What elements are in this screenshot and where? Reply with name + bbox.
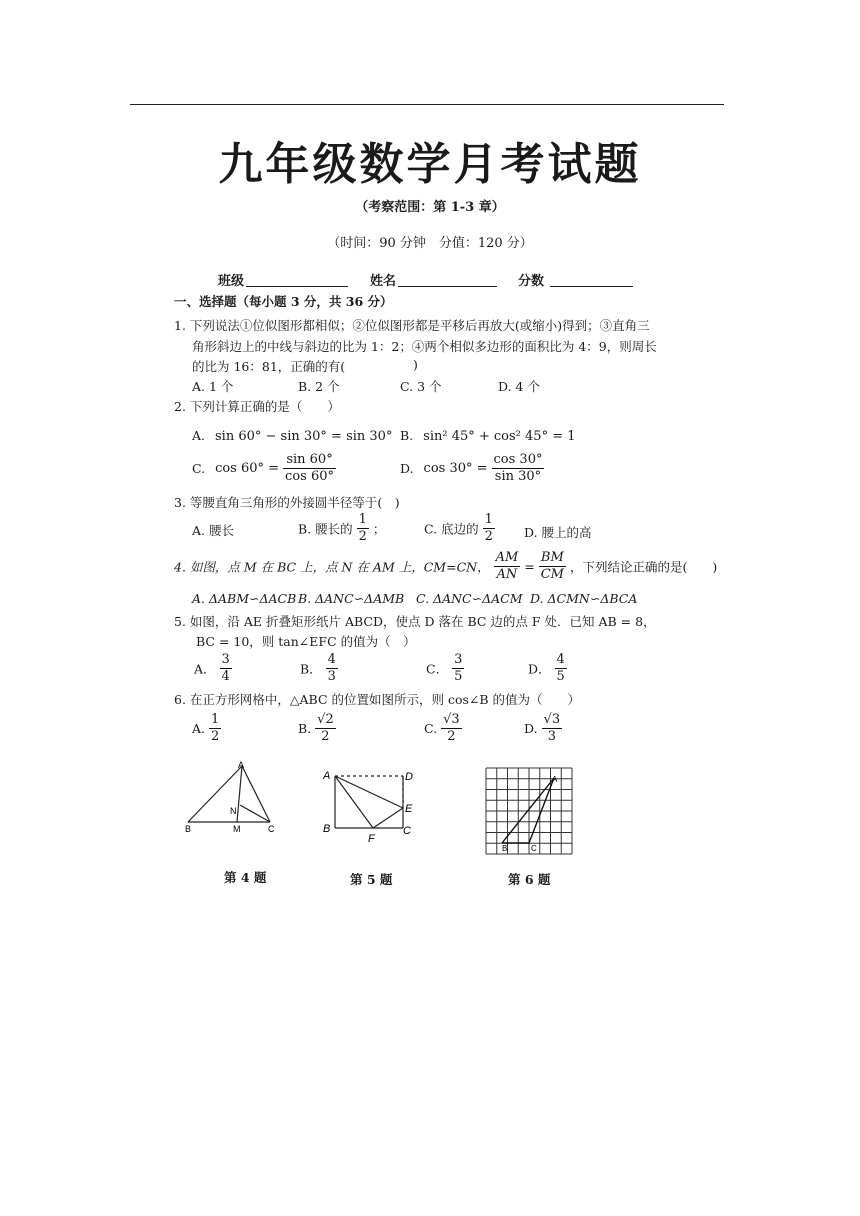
q5-line1: 5. 如图，沿 AE 折叠矩形纸片 ABCD，使点 D 落在 BC 边的点 F 处．已知 AB = 8， bbox=[174, 614, 656, 629]
q5-line2: BC = 10，则 tan∠EFC 的值为（ ） bbox=[196, 634, 416, 649]
q1-line1: 1. 下列说法①位似图形都相似；②位似图形都是平移后再放大(或缩小)得到；③直角三 bbox=[174, 318, 650, 333]
q6-c-fraction: $\frac{√3}{2}$ bbox=[443, 712, 460, 744]
q2-d-fraction: $\frac{\cos 30^\circ}{\sin 30^\circ}$ bbox=[493, 452, 543, 484]
q4-option-d: D. ΔCMN∽ΔBCA bbox=[530, 591, 638, 606]
score-label: 分数 bbox=[518, 274, 545, 289]
fig5-label-e: E bbox=[405, 803, 413, 815]
q1-line3: 的比为 16：81，正确的有( bbox=[192, 359, 346, 374]
exam-time: （时间：90 分钟 分值：120 分） bbox=[327, 236, 533, 251]
q2-option-c bbox=[192, 452, 336, 485]
fig4-label-b: B bbox=[185, 824, 192, 834]
figure-5 bbox=[318, 764, 422, 848]
q3-b-fraction: $\frac{1}{2}$ bbox=[358, 512, 367, 544]
q4-stem: 4. 如图，点 M 在 BC 上，点 N 在 AM 上，CM=CN， $\frac{AM}{AN}$ = $\frac{BM}{CM}$ ，下列结论正确的是( ) bbox=[174, 550, 718, 582]
fig5-label-d: D bbox=[405, 771, 413, 783]
figure-4 bbox=[180, 758, 290, 838]
fig4-label-n: N bbox=[230, 806, 237, 816]
q5-option-c: C． $\frac{3}{5}$ bbox=[426, 652, 463, 684]
q1-line2: 角形斜边上的中线与斜边的比为 1：2；④两个相似多边形的面积比为 4：9，则周长 bbox=[192, 339, 657, 354]
fig5-label-a: A bbox=[323, 770, 331, 782]
q6-option-a: A. $\frac{1}{2}$ bbox=[192, 712, 220, 744]
fig5-label-c: C bbox=[403, 825, 411, 837]
q2-stem: 2. 下列计算正确的是（ ） bbox=[174, 399, 340, 414]
q5-option-b: B． $\frac{4}{3}$ bbox=[300, 652, 336, 684]
fig6-label-c: C bbox=[531, 844, 537, 853]
name-blank[interactable] bbox=[398, 286, 497, 287]
q4-option-a: A. ΔABM∽ΔACB bbox=[192, 591, 297, 606]
class-blank[interactable] bbox=[246, 286, 348, 287]
class-label: 班级 bbox=[218, 274, 245, 289]
q2-option-d bbox=[400, 452, 544, 485]
q3-option-d: D. 腰上的高 bbox=[524, 525, 592, 540]
q2-d-label: D. bbox=[400, 461, 414, 476]
q3-option-a: A. 腰长 bbox=[192, 523, 234, 538]
q2-c-lhs: cos 60° = bbox=[215, 461, 280, 476]
score-blank[interactable] bbox=[550, 286, 633, 287]
fig5-label-f: F bbox=[368, 833, 375, 845]
q2-a-label: A. bbox=[192, 428, 206, 443]
q5-option-d: D． $\frac{4}{5}$ bbox=[528, 652, 565, 684]
q3-c-fraction: $\frac{1}{2}$ bbox=[484, 512, 493, 544]
q2-option-a bbox=[192, 428, 392, 444]
q6-option-b: B. $\frac{√2}{2}$ bbox=[298, 712, 334, 744]
fig5-caption: 第 5 题 bbox=[350, 872, 393, 887]
q3-option-b: B. 腰长的 $\frac{1}{2}$ ； bbox=[298, 512, 386, 544]
exam-scope: （考察范围：第 1-3 章） bbox=[355, 200, 505, 215]
q2-b-expr: sin² 45° + cos² 45° = 1 bbox=[423, 429, 576, 444]
fig6-label-a: A bbox=[552, 775, 558, 784]
q1-paren: ) bbox=[413, 357, 418, 372]
q6-option-c: C. $\frac{√3}{2}$ bbox=[424, 712, 460, 744]
q5-c-fraction: $\frac{3}{5}$ bbox=[454, 652, 463, 684]
q1-option-b: B. 2 个 bbox=[298, 379, 340, 394]
fig6-caption: 第 6 题 bbox=[508, 872, 551, 887]
name-label: 姓名 bbox=[370, 274, 397, 289]
q3-stem: 3. 等腰直角三角形的外接圆半径等于( ) bbox=[174, 495, 400, 510]
q5-b-fraction: $\frac{4}{3}$ bbox=[327, 652, 336, 684]
q6-a-fraction: $\frac{1}{2}$ bbox=[211, 712, 220, 744]
q2-b-label: B. bbox=[400, 428, 414, 443]
q2-c-label: C. bbox=[192, 461, 206, 476]
q6-stem: 6. 在正方形网格中，△ABC 的位置如图所示，则 cos∠B 的值为（ ） bbox=[174, 692, 581, 707]
q1-option-a: A. 1 个 bbox=[192, 379, 234, 394]
q5-d-fraction: $\frac{4}{5}$ bbox=[556, 652, 565, 684]
fig4-label-c: C bbox=[268, 824, 275, 834]
q4-fraction-1: $\frac{AM}{AN}$ bbox=[495, 550, 519, 582]
q5-option-a: A． $\frac{3}{4}$ bbox=[194, 652, 230, 684]
q4-fraction-2: $\frac{BM}{CM}$ bbox=[540, 550, 564, 582]
section-heading: 一、选择题（每小题 3 分，共 36 分） bbox=[174, 294, 393, 309]
q4-option-c: C. ΔANC∽ΔACM bbox=[416, 591, 523, 606]
q5-a-fraction: $\frac{3}{4}$ bbox=[221, 652, 230, 684]
q1-option-c: C. 3 个 bbox=[400, 379, 442, 394]
fig6-label-b: B bbox=[502, 844, 508, 853]
q3-option-c: C. 底边的 $\frac{1}{2}$ bbox=[424, 512, 493, 544]
q6-option-d: D. $\frac{√3}{3}$ bbox=[524, 712, 561, 744]
q2-option-b bbox=[400, 428, 576, 444]
top-rule bbox=[130, 104, 724, 105]
q2-a-expr: sin 60° − sin 30° = sin 30° bbox=[215, 429, 393, 444]
fig4-label-a: A bbox=[238, 760, 245, 770]
q6-b-fraction: $\frac{√2}{2}$ bbox=[317, 712, 334, 744]
fig4-label-m: M bbox=[233, 824, 241, 834]
q2-c-fraction: $\frac{\sin 60^\circ}{\cos 60^\circ}$ bbox=[285, 452, 334, 484]
fig4-caption: 第 4 题 bbox=[224, 870, 267, 885]
q4-option-b: B. ΔANC∽ΔAMB bbox=[298, 591, 405, 606]
q6-d-fraction: $\frac{√3}{3}$ bbox=[543, 712, 561, 744]
fig5-label-b: B bbox=[323, 823, 331, 835]
q1-option-d: D. 4 个 bbox=[498, 379, 540, 394]
figure-6 bbox=[484, 766, 574, 858]
q2-d-lhs: cos 30° = bbox=[423, 461, 488, 476]
page-title: 九年级数学月考试题 bbox=[218, 139, 642, 190]
